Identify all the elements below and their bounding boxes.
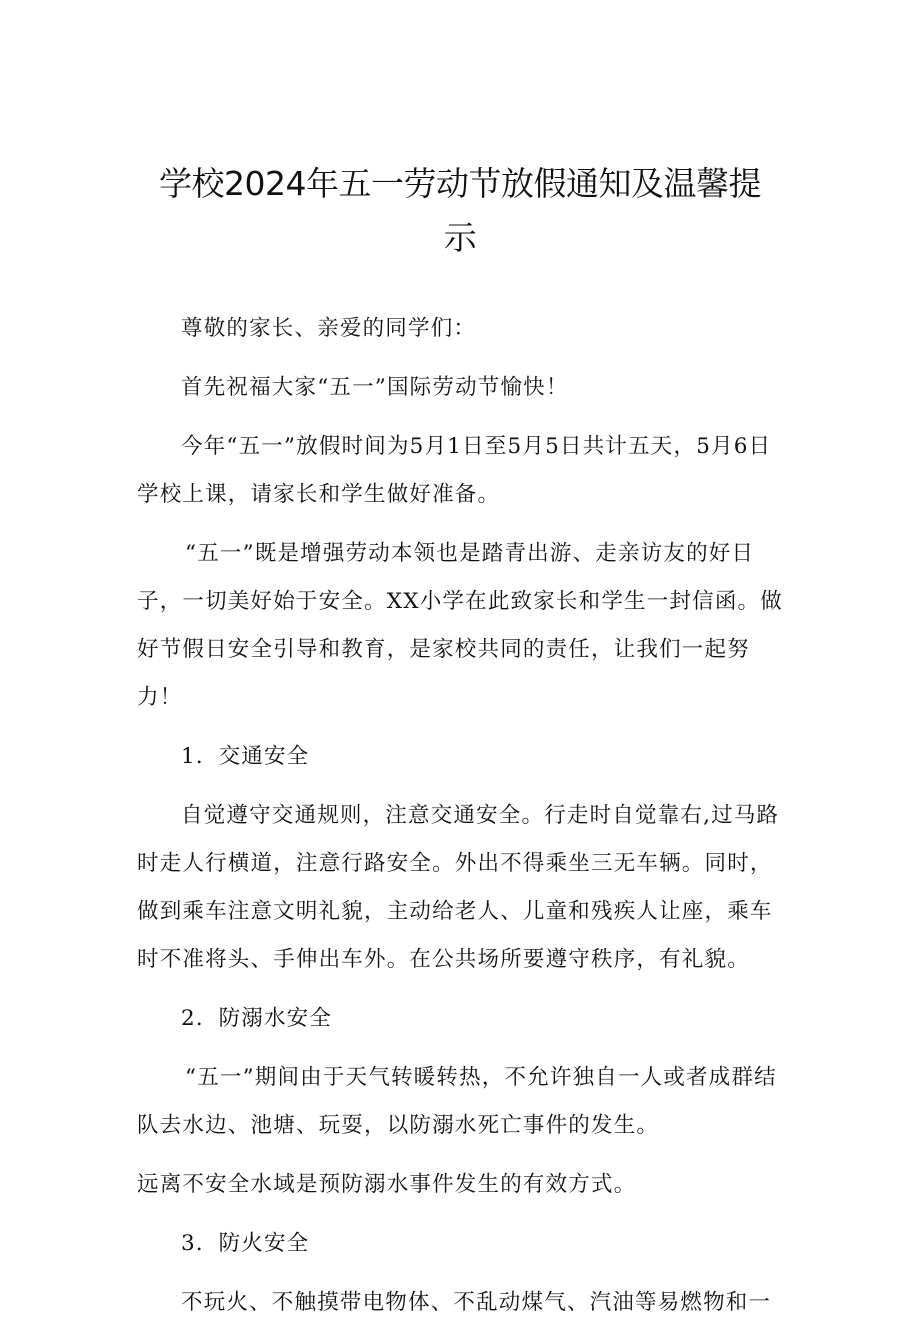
document-body (137, 305, 787, 1338)
section-heading-drowning: 2．防溺水安全 (181, 1006, 333, 1031)
section-heading-fire: 3．防火安全 (181, 1231, 310, 1256)
drowning-safety-note: 远离不安全水域是预防溺水事件发生的有效方式。 (137, 1172, 637, 1197)
holiday-schedule-paragraph: 今年“五一”放假时间为5月1日至5月5日共计五天，5月6日学校上课，请家长和学生做好准备。 (137, 434, 772, 507)
salutation: 尊敬的家长、亲爱的同学们： (181, 316, 477, 341)
drowning-safety-paragraph: “五一”期间由于天气转暖转热，不允许独自一人或者成群结队去水边、池塘、玩耍，以防溺水死亡事件的发生。 (137, 1065, 777, 1138)
traffic-safety-paragraph: 自觉遵守交通规则，注意交通安全。行走时自觉靠右,过马路时走人行横道，注意行路安全。外出不得乘坐三无车辆。同时，做到乘车注意文明礼貌，主动给老人、儿童和残疾人让座，乘车时不准将头、手伸出车外。在公共场所要遵守秩序，有礼貌。 (137, 803, 780, 972)
fire-safety-paragraph: 不玩火、不触摸带电物体、不乱动煤气、汽油等易燃物和一 (181, 1290, 772, 1315)
section-heading-traffic: 1．交通安全 (181, 744, 310, 769)
greeting-paragraph: 首先祝福大家“五一”国际劳动节愉快！ (181, 375, 569, 400)
title-line-2: 示 (443, 218, 477, 257)
title-line-1: 学校2024年五一劳动节放假通知及温馨提 (159, 164, 761, 203)
safety-intro-paragraph: “五一”既是增强劳动本领也是踏青出游、走亲访友的好日子，一切美好始于安全。XX小学在此致家长和学生一封信函。做好节假日安全引导和教育，是家校共同的责任，让我们一起努力！ (137, 541, 783, 710)
document-title (140, 157, 780, 265)
